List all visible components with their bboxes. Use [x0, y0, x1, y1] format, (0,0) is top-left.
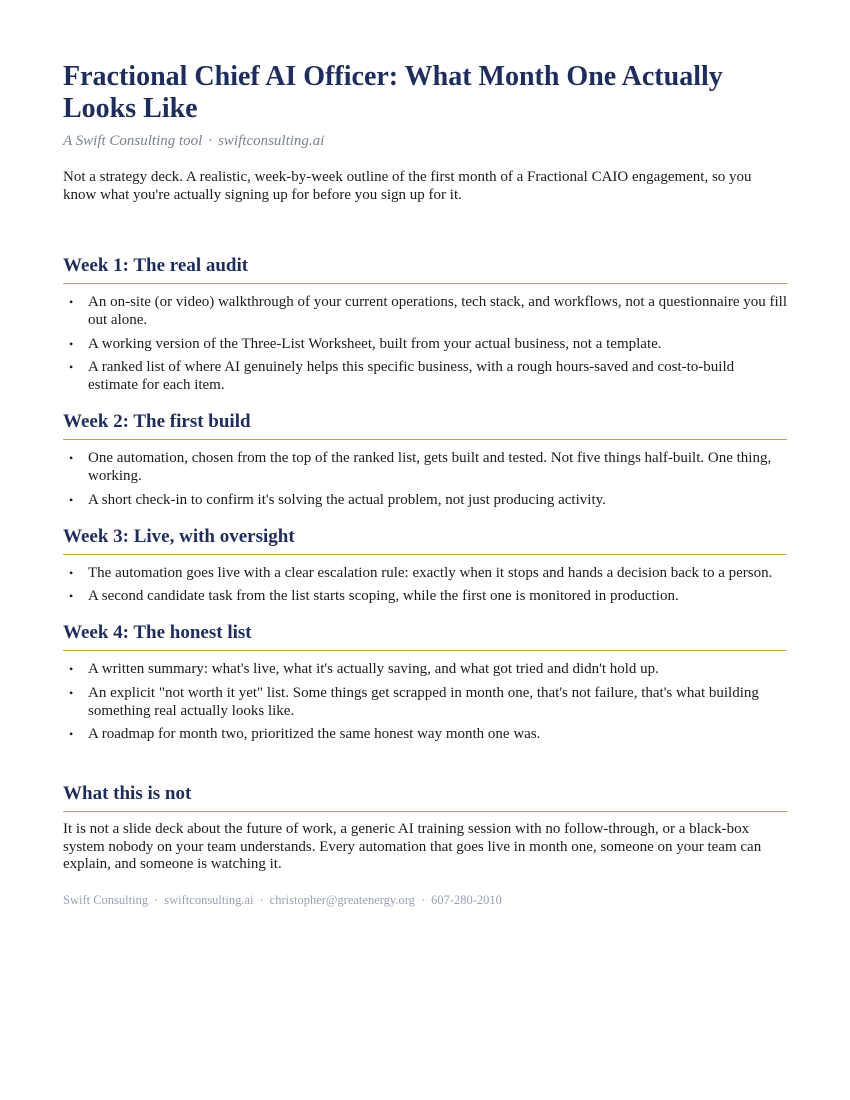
- list-item: [63, 335, 787, 353]
- list-item-text: A ranked list of where AI genuinely helps this specific business, with a rough hours-saved and cost-to-build estimate for each item.: [88, 359, 735, 393]
- list-item-text: A short check-in to confirm it's solving the actual problem, not just producing activity.: [88, 491, 606, 508]
- section-week-3: [63, 526, 787, 606]
- subtitle-tool: A Swift Consulting tool: [63, 133, 203, 149]
- footer-separator: ·: [259, 892, 264, 907]
- closing-paragraph: It is not a slide deck about the future of work, a generic AI training session with no follow-through, or a black-box system nobody on your team understands. Every automation that goes live in month one, someone on your team can explain, and someone is watching it.: [63, 821, 762, 872]
- list-item-text: The automation goes live with a clear escalation rule: exactly when it stops and hands a decision back to a person.: [88, 564, 773, 581]
- bullet-list: [63, 293, 787, 394]
- list-item-text: A written summary: what's live, what it's actually saving, and what got tried and didn't hold up.: [88, 661, 659, 677]
- list-item: [63, 660, 787, 678]
- list-item: [63, 725, 787, 743]
- subtitle: [63, 132, 787, 150]
- footer-separator: ·: [420, 892, 426, 907]
- section-heading: What this is not: [63, 783, 787, 812]
- list-item: [63, 587, 787, 605]
- intro-paragraph: Not a strategy deck. A realistic, week-by-week outline of the first month of a Fractional CAIO engagement, so you know what you're actually signing up for before you sign up for it.: [63, 169, 752, 203]
- document-page: [63, 61, 787, 908]
- list-item: [63, 449, 787, 485]
- bullet-icon: •: [69, 360, 74, 374]
- footer-phone: 607-280-2010: [431, 892, 502, 907]
- list-item-text: One automation, chosen from the top of the ranked list, gets built and tested. Not five things half-built. One thing, working.: [88, 450, 772, 484]
- list-item-text: A second candidate task from the list starts scoping, while the first one is monitored in production.: [88, 588, 679, 604]
- list-item: [63, 564, 787, 582]
- bullet-icon: •: [69, 336, 74, 351]
- list-item-text: A roadmap for month two, prioritized the same honest way month one was.: [88, 726, 541, 742]
- section-week-4: [63, 622, 787, 743]
- footer-site: swiftconsulting.ai: [164, 892, 254, 907]
- bullet-list: [63, 449, 787, 509]
- bullet-icon: •: [69, 685, 74, 700]
- list-item-text: An on-site (or video) walkthrough of your current operations, tech stack, and workflows, not a questionnaire you fill out alone.: [88, 294, 787, 328]
- section-what-this-is-not: [63, 783, 787, 874]
- footer-email: christopher@greatenergy.org: [269, 892, 415, 907]
- bullet-icon: •: [69, 727, 74, 741]
- bullet-icon: •: [69, 589, 74, 603]
- bullet-icon: •: [69, 492, 74, 507]
- bullet-icon: •: [69, 565, 74, 580]
- list-item: [63, 358, 787, 394]
- section-heading: Week 4: The honest list: [63, 622, 787, 651]
- list-item-text: An explicit "not worth it yet" list. Some things get scrapped in month one, that's not failure, that's what building something real actually looks like.: [88, 684, 759, 719]
- list-item: [63, 293, 787, 329]
- section-heading: Week 1: The real audit: [63, 255, 787, 284]
- bullet-icon: •: [69, 662, 74, 676]
- subtitle-separator: ·: [208, 133, 213, 149]
- list-item: [63, 491, 787, 509]
- bullet-list: [63, 660, 787, 743]
- footer: [63, 893, 787, 908]
- section-heading: Week 2: The first build: [63, 411, 787, 440]
- section-week-2: [63, 411, 787, 509]
- page-title: Fractional Chief AI Officer: What Month One Actually Looks Like: [63, 61, 723, 124]
- footer-separator: ·: [154, 892, 159, 907]
- bullet-icon: •: [69, 451, 74, 465]
- bullet-icon: •: [69, 295, 74, 309]
- section-heading: Week 3: Live, with oversight: [63, 526, 787, 555]
- list-item: [63, 684, 787, 720]
- bullet-list: [63, 564, 787, 606]
- footer-company: Swift Consulting: [63, 892, 149, 907]
- section-week-1: [63, 255, 787, 394]
- list-item-text: A working version of the Three-List Worksheet, built from your actual business, not a template.: [88, 335, 662, 352]
- subtitle-site: swiftconsulting.ai: [218, 133, 325, 149]
